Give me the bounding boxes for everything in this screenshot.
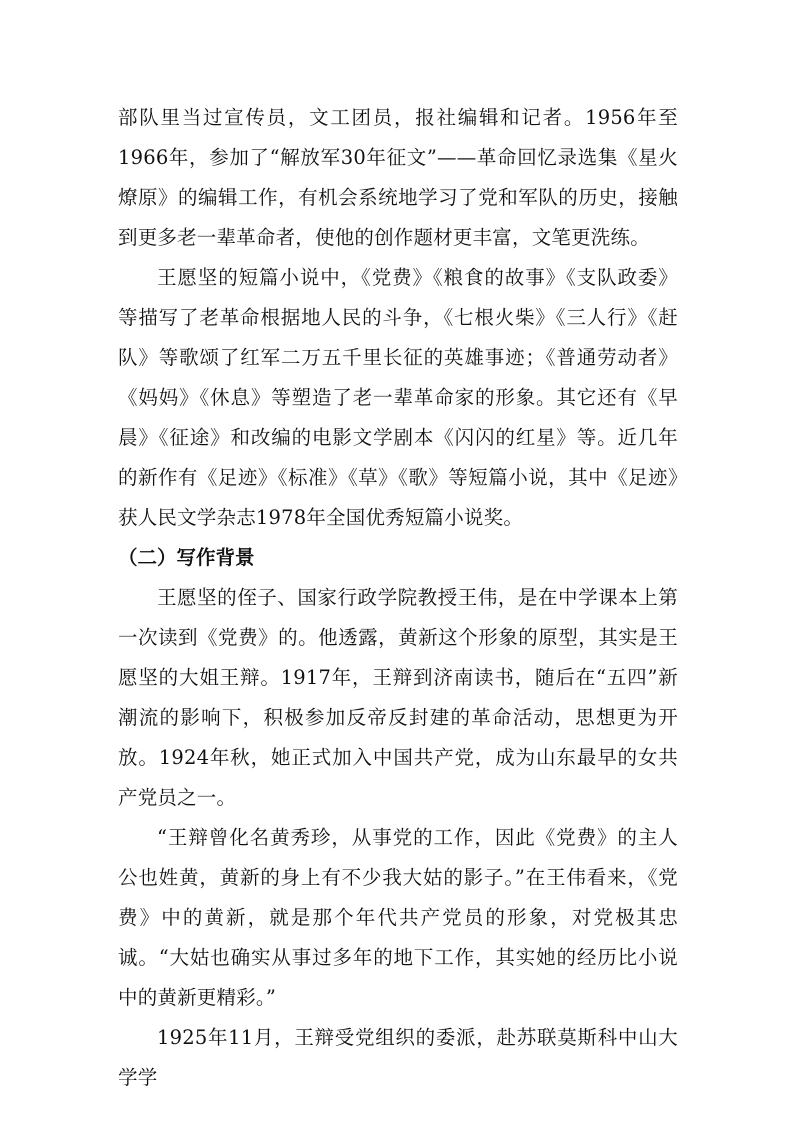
paragraph-moscow: 1925年11月，王辩受党组织的委派，赴苏联莫斯科中山大学学 bbox=[118, 1026, 678, 1089]
paragraph-quote: “王辩曾化名黄秀珍，从事党的工作，因此《党费》的主人公也姓黄，黄新的身上有不少我大姑的影子。”在王伟看来，《党费》中的黄新，就是那个年代共产党员的形象，对党极其忠诚。“大姑也确实从事过多年的地下工作，其实她的经历比小说中的黄新更精彩。” bbox=[118, 826, 678, 1009]
section-heading-writing-background: （二）写作背景 bbox=[118, 546, 255, 569]
paragraph-prototype: 王愿坚的侄子、国家行政学院教授王伟，是在中学课本上第一次读到《党费》的。他透露，黄新这个形象的原型，其实是王愿坚的大姐王辩。1917年，王辩到济南读书，随后在“五四”新潮流的影响下，积极参加反帝反封建的革命活动，思想更为开放。1924年秋，她正式加入中国共产党，成为山东最早的女共产党员之一。 bbox=[118, 586, 678, 809]
paragraph-works: 王愿坚的短篇小说中，《党费》《粮食的故事》《支队政委》等描写了老革命根据地人民的斗争，《七根火柴》《三人行》《赶队》等歌颂了红军二万五千里长征的英雄事迹；《普通劳动者》《妈妈》《休息》等塑造了老一辈革命家的形象。其它还有《早晨》《征途》和改编的电影文学剧本《闪闪的红星》等。近几年的新作有《足迹》《标准》《草》《歌》等短篇小说，其中《足迹》获人民文学杂志1978年全国优秀短篇小说奖。 bbox=[118, 266, 678, 529]
document-page bbox=[118, 98, 678, 1098]
paragraph-career: 部队里当过宣传员，文工团员，报社编辑和记者。1956年至1966年，参加了“解放军30年征文”——革命回忆录选集《星火燎原》的编辑工作，有机会系统地学习了党和军队的历史，接触到更多老一辈革命者，使他的创作题材更丰富，文笔更洗练。 bbox=[118, 106, 678, 249]
